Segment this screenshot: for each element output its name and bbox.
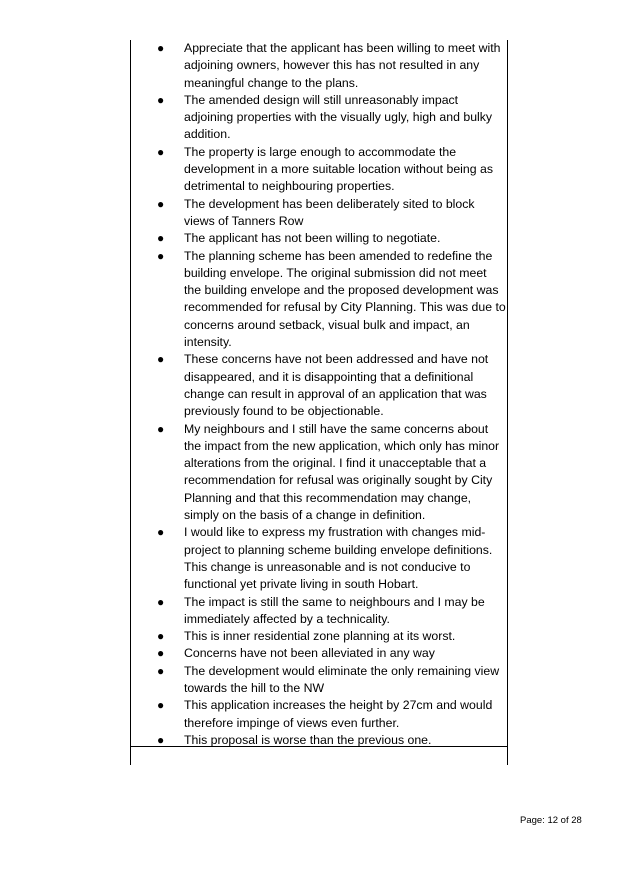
bullet-icon: ● [157,525,165,540]
bullet-icon: ● [157,231,165,246]
list-item: ● Appreciate that the applicant has been willing to meet with adjoining owners, however this has not resulted in any meaningful change to the plans. [157,41,501,90]
bullet-icon: ● [157,698,165,713]
list-item: ● This is inner residential zone planning at its worst. [130,628,508,645]
bullet-icon: ● [157,248,165,263]
bullet-icon: ● [157,663,165,678]
bullet-icon: ● [157,732,165,747]
list-item: ● The applicant has not been willing to negotiate. [130,230,508,247]
list-item: ● The amended design will still unreasonably impact adjoining properties with the visually ugly, high and bulky addition. [157,92,493,142]
bullet-icon: ● [157,594,165,609]
list-item: ● The development would eliminate the only remaining view towards the hill to the NW [157,663,500,695]
bullet-icon: ● [157,92,165,107]
bullet-icon: ● [157,629,165,644]
page-number: Page: 12 of 28 [520,815,582,826]
bullet-icon: ● [157,352,165,367]
comments-table-cell [130,40,508,765]
list-item: ● The impact is still the same to neighbours and I may be immediately affected by a technicality. [157,594,485,626]
list-item: ● These concerns have not been addressed and have not disappeared, and it is disappointing that a definitional change can result in approval of an application that was previously found to be objectionable. [157,352,489,419]
list-item: ● This application increases the height by 27cm and would therefore impinge of views even further. [157,698,493,730]
list-item: ● I would like to express my frustration with changes mid-project to planning scheme building envelope definitions. This change is unreasonable and is not conducive to functional yet private living in south Hobart. [157,525,493,592]
bullet-icon: ● [157,144,165,159]
list-item: ● My neighbours and I still have the same concerns about the impact from the new application, which only has minor alterations from the original. I find it unacceptable that a recommendation for refusal was originally sought by City Planning and that this recommendation may change, simply on the basis of a change in definition. [157,421,500,523]
bullet-icon: ● [157,41,165,55]
bullet-icon: ● [157,646,165,661]
bullet-list [130,40,508,749]
bullet-icon: ● [157,196,165,211]
list-item: ● The development has been deliberately sited to block views of Tanners Row [157,196,475,228]
list-item: ● The planning scheme has been amended to redefine the building envelope. The original submission did not meet the building envelope and the proposed development was recommended for refusal by City Planning. This was due to concerns around setback, visual bulk and impact, an intensity. [157,248,506,350]
list-item: ● This proposal is worse than the previous one. [130,732,508,749]
list-item: ● The property is large enough to accommodate the development in a more suitable location without being as detrimental to neighbouring properties. [157,144,493,194]
list-item: ● Concerns have not been alleviated in any way [130,645,508,662]
bullet-icon: ● [157,421,165,436]
